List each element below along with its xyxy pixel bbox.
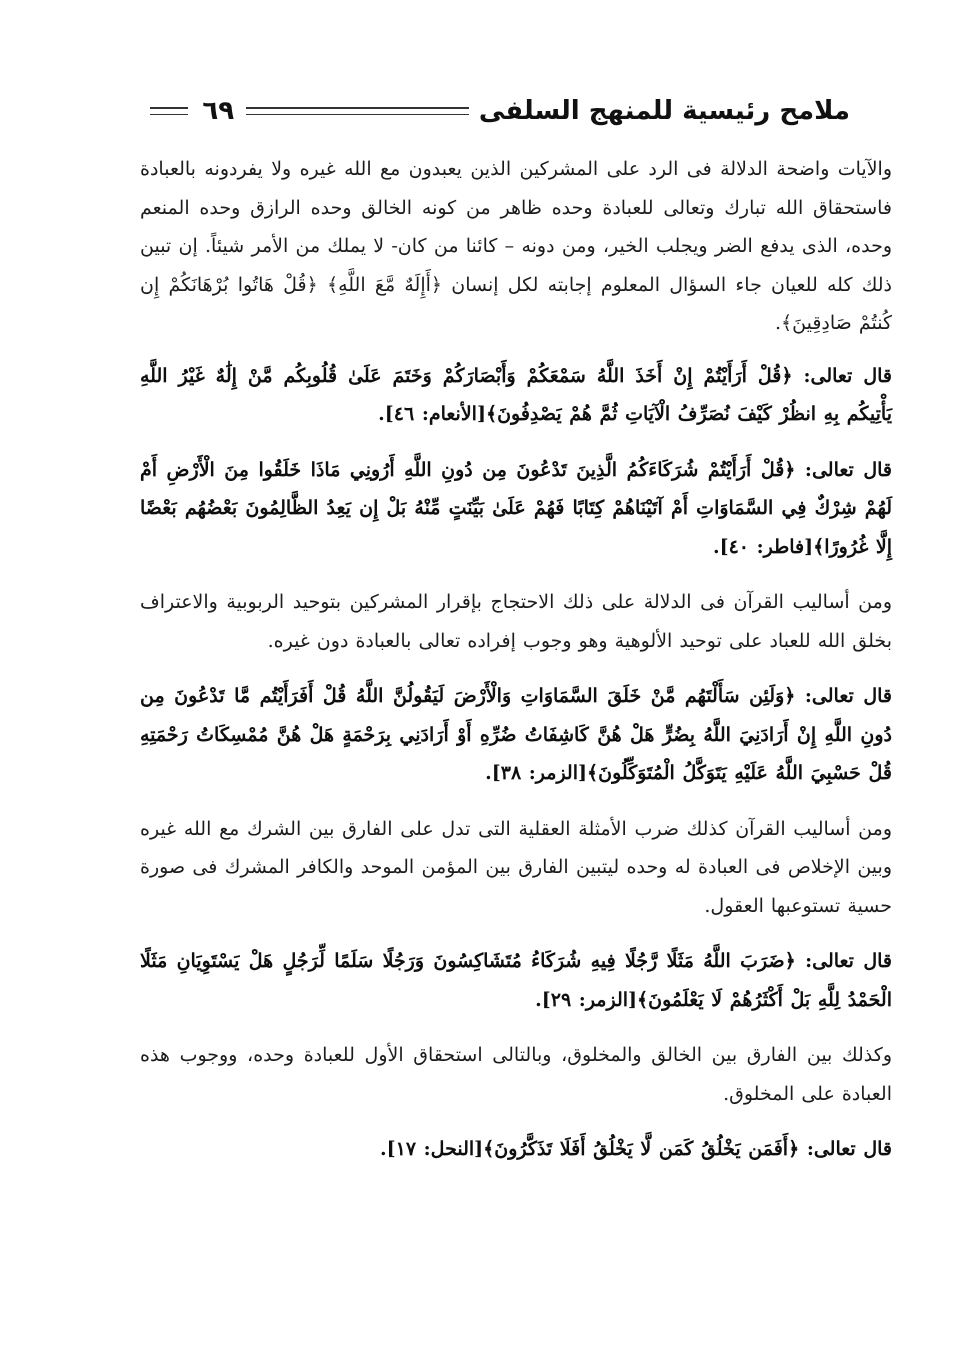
paragraph-argument: ومن أساليب القرآن كذلك ضرب الأمثلة العقلية التى تدل على الفارق بين الشرك مع الله غيره وبين الإخلاص فى العبادة له وحده ليتبين الفارق بين المؤمن الموحد والكافر المشرك فى صورة حسية تستوعبها العقول. <box>140 817 892 917</box>
quran-citation: قال تعالى: ﴿قُلْ أَرَأَيْتُمْ إِنْ أَخَذَ اللَّهُ سَمْعَكُمْ وَأَبْصَارَكُمْ وَخَتَمَ عَلَىٰ قُلُوبِكُم مَّنْ إِلَٰهٌ غَيْرُ اللَّهِ يَأْتِيكُم بِهِ انظُرْ كَيْفَ نُصَرِّفُ الْآيَاتِ ثُمَّ هُمْ يَصْدِفُونَ﴾[الأنعام: ٤٦]. <box>140 364 892 425</box>
running-header <box>150 86 850 136</box>
paragraph-argument: وكذلك بين الفارق بين الخالق والمخلوق، وبالتالى استحقاق الأول للعبادة وحده، ووجوب هذه العبادة على المخلوق. <box>140 1044 892 1105</box>
paragraph-argument: والآيات واضحة الدلالة فى الرد على المشركين الذين يعبدون مع الله غيره ولا يفردونه بالعبادة فاستحقاق الله تبارك وتعالى للعبادة وحده ظاهر من كونه الخالق وحده الرازق وحده المنعم وحده، الذى يدفع الضر ويجلب الخير، ومن دونه – كائنا من كان- لا يملك من الأمر شيئاً. إن تبين ذلك كله للعيان جاء السؤال المعلوم إجابته لكل إنسان ﴿أَإِلَهٌ مَّعَ اللَّهِ﴾ ﴿قُلْ هَاتُوا بُرْهَانَكُمْ إِن كُنتُمْ صَادِقِينَ﴾. <box>140 158 892 334</box>
page-number: ٦٩ <box>202 96 235 126</box>
quran-citation: قال تعالى: ﴿أَفَمَن يَخْلُقُ كَمَن لَّا يَخْلُقُ أَفَلَا تَذَكَّرُونَ﴾[النحل: ١٧]. <box>380 1138 892 1160</box>
book-title: ملامح رئيسية للمنهج السلفى <box>478 96 850 126</box>
quran-citation: قال تعالى: ﴿ضَرَبَ اللَّهُ مَثَلًا رَّجُلًا فِيهِ شُرَكَاءُ مُتَشَاكِسُونَ وَرَجُلًا سَلَمًا لِّرَجُلٍ هَلْ يَسْتَوِيَانِ مَثَلًا الْحَمْدُ لِلَّهِ بَلْ أَكْثَرُهُمْ لَا يَعْلَمُونَ﴾[الزمر: ٢٩]. <box>140 950 892 1011</box>
quran-citation: قال تعالى: ﴿وَلَئِن سَأَلْتَهُم مَّنْ خَلَقَ السَّمَاوَاتِ وَالْأَرْضَ لَيَقُولُنَّ اللَّهُ قُلْ أَفَرَأَيْتُم مَّا تَدْعُونَ مِن دُونِ اللَّهِ إِنْ أَرَادَنِيَ اللَّهُ بِضُرٍّ هَلْ هُنَّ كَاشِفَاتُ ضُرِّهِ أَوْ أَرَادَنِي بِرَحْمَةٍ هَلْ هُنَّ مُمْسِكَاتُ رَحْمَتِهِ قُلْ حَسْبِيَ اللَّهُ عَلَيْهِ يَتَوَكَّلُ الْمُتَوَكِّلُونَ﴾[الزمر: ٣٨]. <box>140 685 892 784</box>
header-rule-left <box>246 107 469 115</box>
quran-citation: قال تعالى: ﴿قُلْ أَرَأَيْتُمْ شُرَكَاءَكُمُ الَّذِينَ تَدْعُونَ مِن دُونِ اللَّهِ أَرُونِي مَاذَا خَلَقُوا مِنَ الْأَرْضِ أَمْ لَهُمْ شِرْكٌ فِي السَّمَاوَاتِ أَمْ آتَيْنَاهُمْ كِتَابًا فَهُمْ عَلَىٰ بَيِّنَتٍ مِّنْهُ بَلْ إِن يَعِدُ الظَّالِمُونَ بَعْضُهُم بَعْضًا إِلَّا غُرُورًا﴾[فاطر: ٤٠]. <box>140 458 892 558</box>
page-body <box>140 150 892 1186</box>
paragraph-argument: ومن أساليب القرآن فى الدلالة على ذلك الاحتجاج بإقرار المشركين بتوحيد الربوبية والاعتراف بخلق الله للعباد على توحيد الألوهية وهو وجوب إفراده تعالى بالعبادة دون غيره. <box>140 591 892 652</box>
header-rule-right <box>150 107 188 115</box>
